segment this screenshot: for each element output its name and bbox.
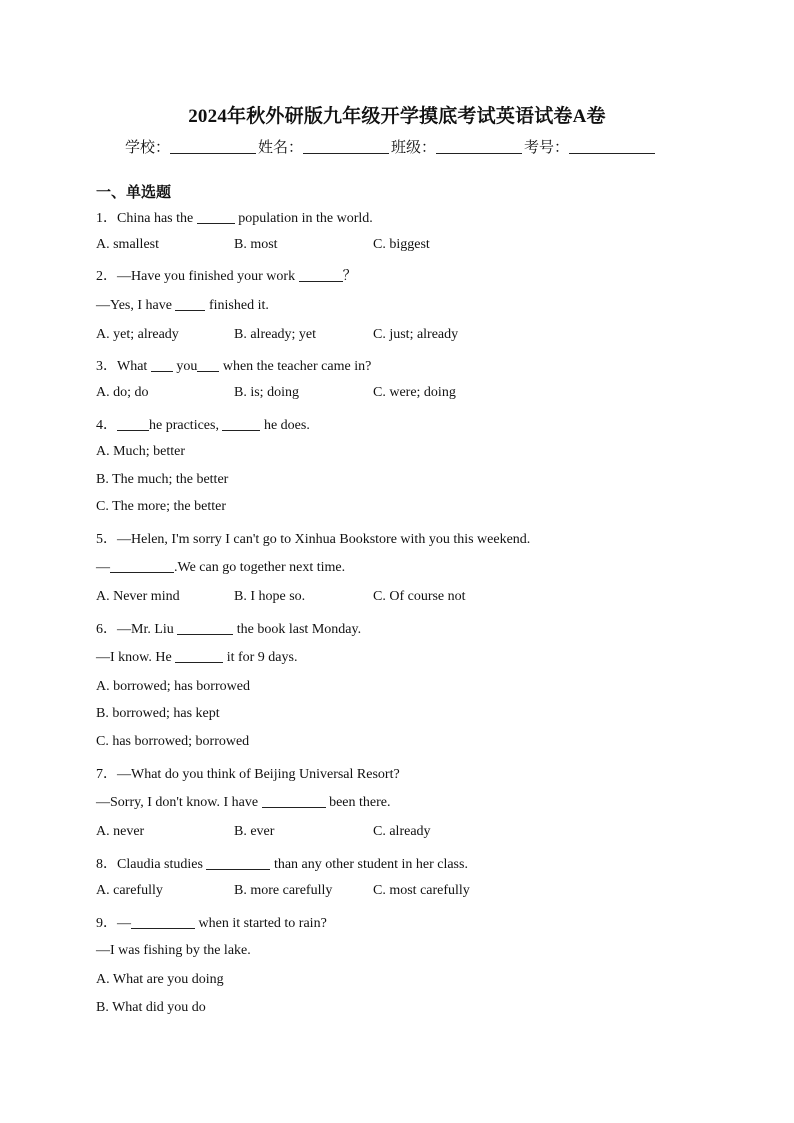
answer-blank <box>175 297 205 311</box>
question-2-line-2 <box>96 297 269 314</box>
question-8 <box>96 853 468 873</box>
question-text: —I know. He <box>96 650 176 665</box>
option-c: C. The more; the better <box>96 499 226 514</box>
question-text: the book last Monday. <box>233 622 362 637</box>
question-2 <box>96 265 357 285</box>
question-text: ？ <box>342 269 357 284</box>
option-a: A. Never mind <box>96 589 180 604</box>
number-blank <box>569 139 655 154</box>
option-b: B. most <box>234 237 278 252</box>
question-text: when it started to rain? <box>195 916 327 931</box>
option-b: B. ever <box>234 824 275 839</box>
question-text: 9．— <box>96 916 131 931</box>
question-text: —Yes, I have <box>96 298 176 313</box>
option-a: A. What are you doing <box>96 972 224 987</box>
question-text: 2．—Have you finished your work <box>96 269 299 284</box>
answer-blank <box>175 649 223 663</box>
option-c: C. biggest <box>373 237 430 252</box>
option-b: B. What did you do <box>96 1000 206 1015</box>
question-text: 8．Claudia studies <box>96 857 207 872</box>
question-7-line-2 <box>96 794 391 811</box>
number-label: 考号： <box>524 140 570 156</box>
question-text: it for 9 days. <box>223 650 298 665</box>
option-a: A. never <box>96 824 145 839</box>
option-c: C. just; already <box>373 327 459 342</box>
question-4 <box>96 414 310 434</box>
student-info-row <box>125 136 657 157</box>
question-text: been there. <box>325 795 391 810</box>
option-c: C. already <box>373 824 431 839</box>
question-text: he does. <box>260 418 310 433</box>
question-text: 6．—Mr. Liu <box>96 622 178 637</box>
question-7: 7．—What do you think of Beijing Universal Resort? <box>96 767 400 782</box>
option-a: A. yet; already <box>96 327 179 342</box>
name-label: 姓名： <box>258 140 304 156</box>
page-title: 2024年秋外研版九年级开学摸底考试英语试卷A卷 <box>188 106 606 127</box>
answer-blank <box>206 856 270 870</box>
option-b: B. more carefully <box>234 883 333 898</box>
option-a: A. do; do <box>96 385 149 400</box>
answer-blank <box>177 621 233 635</box>
question-text: 1．China has the <box>96 211 197 226</box>
class-label: 班级： <box>391 140 437 156</box>
question-text: you <box>172 359 198 374</box>
question-1 <box>96 207 373 227</box>
answer-blank <box>110 559 174 573</box>
question-text: finished it. <box>205 298 269 313</box>
option-a: A. smallest <box>96 237 159 252</box>
question-text: .We can go together next time. <box>174 560 346 575</box>
option-b: B. is; doing <box>234 385 299 400</box>
option-a: A. carefully <box>96 883 163 898</box>
option-c: C. were; doing <box>373 385 456 400</box>
question-text: when the teacher came in? <box>219 359 372 374</box>
question-text: population in the world. <box>234 211 373 226</box>
option-b: B. already; yet <box>234 327 317 342</box>
question-5-line-2 <box>96 559 345 576</box>
question-5: 5．—Helen, I'm sorry I can't go to Xinhua Bookstore with you this weekend. <box>96 532 531 547</box>
answer-blank <box>197 358 219 372</box>
option-c: C. Of course not <box>373 589 466 604</box>
answer-blank <box>262 794 326 808</box>
question-9-line-2: —I was fishing by the lake. <box>96 943 251 958</box>
school-label: 学校： <box>125 140 171 156</box>
option-a: A. borrowed; has borrowed <box>96 679 250 694</box>
question-9 <box>96 912 327 932</box>
school-blank <box>170 139 256 154</box>
question-6 <box>96 618 361 638</box>
question-text: he practices, <box>149 418 223 433</box>
answer-blank <box>222 417 260 431</box>
answer-blank <box>131 915 195 929</box>
question-text: 3．What <box>96 359 151 374</box>
answer-blank <box>299 268 343 282</box>
option-b: B. borrowed; has kept <box>96 706 220 721</box>
question-3 <box>96 355 371 375</box>
option-c: C. most carefully <box>373 883 470 898</box>
answer-blank <box>151 358 173 372</box>
option-c: C. has borrowed; borrowed <box>96 734 250 749</box>
question-6-line-2 <box>96 649 297 666</box>
question-text: 4． <box>96 418 117 433</box>
class-blank <box>436 139 522 154</box>
option-b: B. The much; the better <box>96 472 229 487</box>
option-a: A. Much; better <box>96 444 186 459</box>
question-text: than any other student in her class. <box>270 857 468 872</box>
answer-blank <box>117 417 149 431</box>
question-text: — <box>96 560 110 575</box>
question-text: —Sorry, I don't know. I have <box>96 795 262 810</box>
section-heading: 一、单选题 <box>96 185 172 201</box>
name-blank <box>303 139 389 154</box>
answer-blank <box>197 210 235 224</box>
option-b: B. I hope so. <box>234 589 306 604</box>
